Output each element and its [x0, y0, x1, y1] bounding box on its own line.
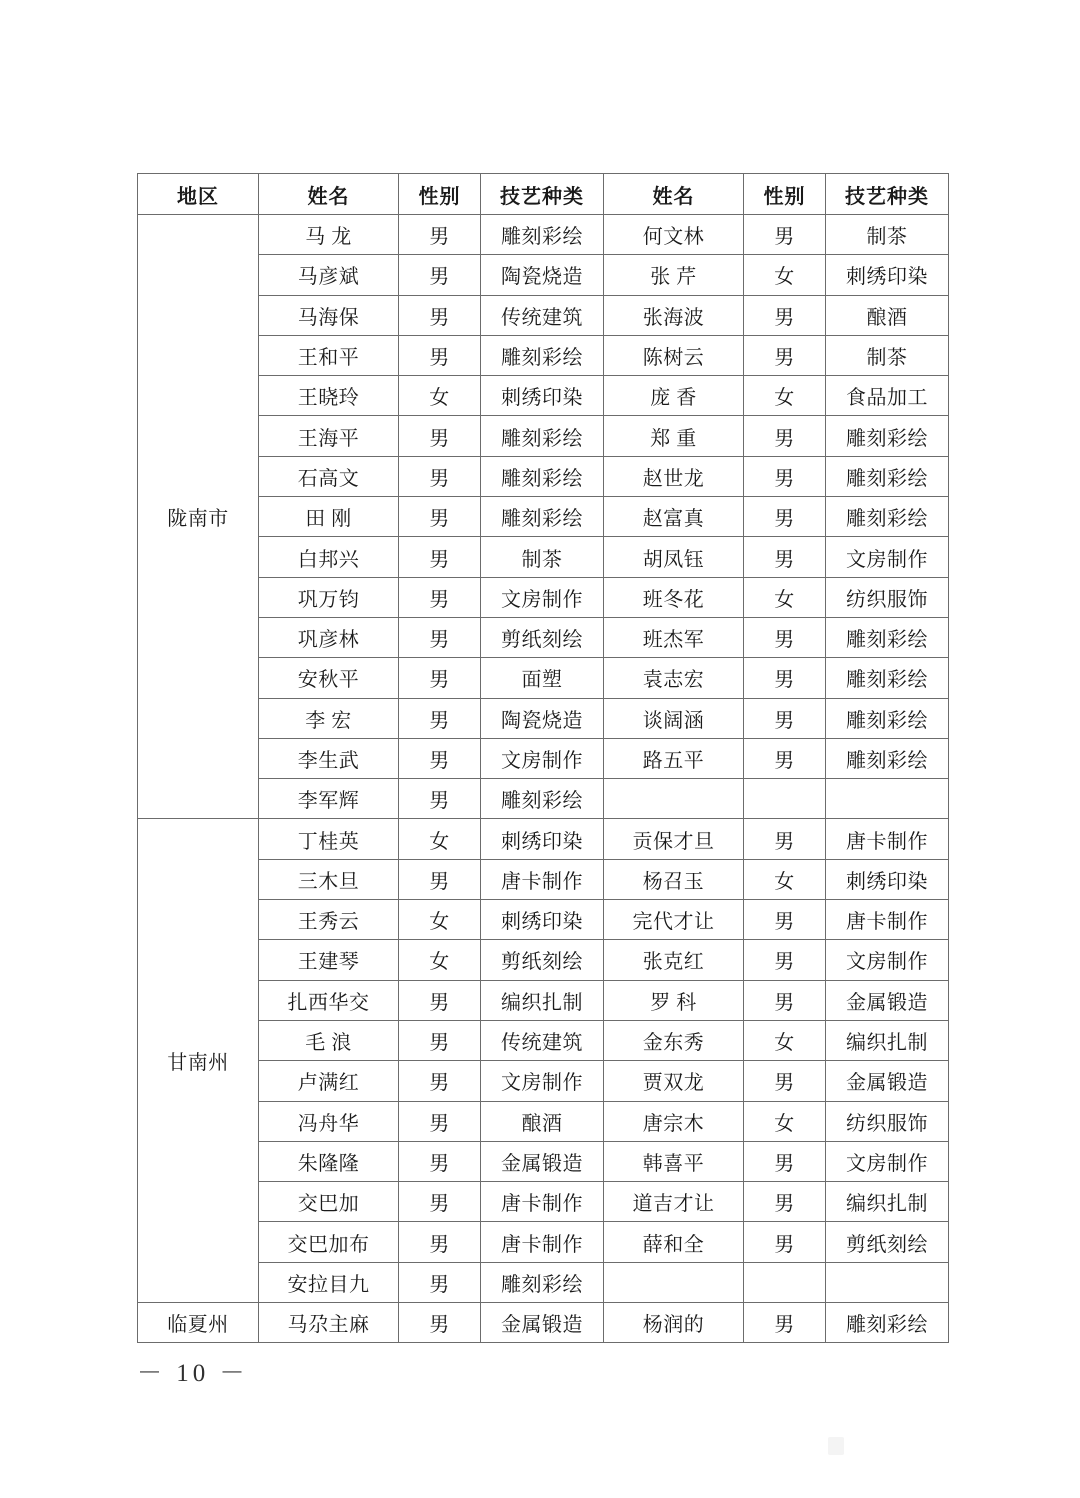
name-cell: 郑 重 [604, 416, 744, 456]
name-cell: 王和平 [259, 335, 399, 375]
name-cell: 白邦兴 [259, 537, 399, 577]
inheritor-roster-table [137, 173, 949, 1343]
name-cell: 杨润的 [604, 1303, 744, 1343]
gender-cell: 男 [399, 456, 481, 496]
craft-cell: 唐卡制作 [481, 1222, 604, 1262]
gender-cell: 男 [744, 215, 826, 255]
craft-cell: 雕刻彩绘 [826, 738, 949, 778]
gender-cell: 女 [399, 819, 481, 859]
gender-cell: 男 [744, 1222, 826, 1262]
gender-cell: 男 [399, 335, 481, 375]
column-header-region: 地区 [138, 174, 259, 215]
table-row [138, 1182, 949, 1222]
name-cell: 杨召玉 [604, 859, 744, 899]
name-cell: 王海平 [259, 416, 399, 456]
gender-cell: 男 [744, 819, 826, 859]
table-row [138, 335, 949, 375]
gender-cell: 男 [744, 416, 826, 456]
name-cell: 金东秀 [604, 1020, 744, 1060]
gender-cell: 女 [399, 940, 481, 980]
craft-cell: 传统建筑 [481, 295, 604, 335]
craft-cell: 编织扎制 [826, 1020, 949, 1060]
table-row [138, 416, 949, 456]
name-cell: 张 芹 [604, 255, 744, 295]
table-body [138, 215, 949, 1343]
craft-cell: 编织扎制 [481, 980, 604, 1020]
name-cell: 王建琴 [259, 940, 399, 980]
gender-cell: 女 [399, 376, 481, 416]
gender-cell: 男 [399, 577, 481, 617]
table-header [138, 174, 949, 215]
name-cell: 道吉才让 [604, 1182, 744, 1222]
craft-cell: 文房制作 [826, 1141, 949, 1181]
gender-cell: 男 [399, 1262, 481, 1302]
gender-cell: 男 [399, 859, 481, 899]
gender-cell: 男 [744, 617, 826, 657]
name-cell: 张克红 [604, 940, 744, 980]
gender-cell: 女 [744, 859, 826, 899]
table-row [138, 255, 949, 295]
name-cell: 薛和全 [604, 1222, 744, 1262]
name-cell: 韩喜平 [604, 1141, 744, 1181]
craft-cell: 刺绣印染 [826, 859, 949, 899]
craft-cell: 刺绣印染 [481, 900, 604, 940]
table-row [138, 376, 949, 416]
craft-cell: 编织扎制 [826, 1182, 949, 1222]
craft-cell: 雕刻彩绘 [826, 658, 949, 698]
craft-cell: 酿酒 [826, 295, 949, 335]
name-cell: 班冬花 [604, 577, 744, 617]
craft-cell: 唐卡制作 [826, 900, 949, 940]
gender-cell: 男 [399, 295, 481, 335]
gender-cell: 女 [744, 1020, 826, 1060]
craft-cell: 雕刻彩绘 [826, 698, 949, 738]
gender-cell: 男 [744, 335, 826, 375]
craft-cell: 雕刻彩绘 [481, 779, 604, 819]
craft-cell: 雕刻彩绘 [826, 1303, 949, 1343]
name-cell: 巩彦林 [259, 617, 399, 657]
gender-cell: 男 [399, 1303, 481, 1343]
name-cell: 罗 科 [604, 980, 744, 1020]
craft-cell: 文房制作 [481, 1061, 604, 1101]
gender-cell: 男 [399, 779, 481, 819]
gender-cell: 男 [744, 900, 826, 940]
name-cell: 毛 浪 [259, 1020, 399, 1060]
table-row [138, 1061, 949, 1101]
table-row [138, 658, 949, 698]
table-row [138, 738, 949, 778]
name-cell: 赵世龙 [604, 456, 744, 496]
gender-cell: 男 [399, 1182, 481, 1222]
craft-cell: 雕刻彩绘 [481, 497, 604, 537]
craft-cell: 金属锻造 [481, 1141, 604, 1181]
gender-cell: 男 [744, 1182, 826, 1222]
gender-cell: 男 [744, 1061, 826, 1101]
gender-cell: 男 [399, 1222, 481, 1262]
craft-cell [826, 1262, 949, 1302]
gender-cell [744, 1262, 826, 1302]
name-cell: 庞 香 [604, 376, 744, 416]
name-cell: 陈树云 [604, 335, 744, 375]
craft-cell: 文房制作 [481, 577, 604, 617]
craft-cell: 纺织服饰 [826, 577, 949, 617]
gender-cell: 男 [399, 738, 481, 778]
name-cell: 贾双龙 [604, 1061, 744, 1101]
table-row [138, 1101, 949, 1141]
craft-cell [826, 779, 949, 819]
craft-cell: 雕刻彩绘 [826, 456, 949, 496]
table-row [138, 577, 949, 617]
table-row [138, 1020, 949, 1060]
craft-cell: 金属锻造 [481, 1303, 604, 1343]
column-header-name-1: 姓名 [259, 174, 399, 215]
craft-cell: 雕刻彩绘 [481, 215, 604, 255]
craft-cell: 制茶 [481, 537, 604, 577]
craft-cell: 雕刻彩绘 [481, 416, 604, 456]
table-row [138, 215, 949, 255]
name-cell: 卢满红 [259, 1061, 399, 1101]
name-cell: 张海波 [604, 295, 744, 335]
gender-cell: 男 [399, 215, 481, 255]
gender-cell: 男 [399, 416, 481, 456]
name-cell: 路五平 [604, 738, 744, 778]
column-header-gender-2: 性别 [744, 174, 826, 215]
name-cell: 王晓玲 [259, 376, 399, 416]
column-header-name-2: 姓名 [604, 174, 744, 215]
gender-cell: 男 [744, 1141, 826, 1181]
name-cell: 扎西华交 [259, 980, 399, 1020]
gender-cell: 女 [744, 1101, 826, 1141]
craft-cell: 食品加工 [826, 376, 949, 416]
gender-cell: 男 [399, 497, 481, 537]
header-row [138, 174, 949, 215]
name-cell: 交巴加布 [259, 1222, 399, 1262]
table-row [138, 1141, 949, 1181]
craft-cell: 刺绣印染 [481, 376, 604, 416]
gender-cell: 男 [399, 255, 481, 295]
craft-cell: 剪纸刻绘 [481, 940, 604, 980]
gender-cell: 男 [399, 698, 481, 738]
craft-cell: 制茶 [826, 335, 949, 375]
gender-cell: 女 [399, 900, 481, 940]
name-cell: 李 宏 [259, 698, 399, 738]
gender-cell: 男 [744, 537, 826, 577]
gender-cell: 男 [744, 980, 826, 1020]
table-row [138, 859, 949, 899]
table-row [138, 1222, 949, 1262]
name-cell: 巩万钧 [259, 577, 399, 617]
table-row [138, 1262, 949, 1302]
name-cell: 袁志宏 [604, 658, 744, 698]
name-cell: 朱隆隆 [259, 1141, 399, 1181]
column-header-craft-1: 技艺种类 [481, 174, 604, 215]
name-cell: 田 刚 [259, 497, 399, 537]
name-cell: 何文林 [604, 215, 744, 255]
gender-cell: 男 [744, 456, 826, 496]
craft-cell: 陶瓷烧造 [481, 698, 604, 738]
craft-cell: 面塑 [481, 658, 604, 698]
craft-cell: 酿酒 [481, 1101, 604, 1141]
craft-cell: 雕刻彩绘 [481, 456, 604, 496]
name-cell: 石高文 [259, 456, 399, 496]
table-row [138, 900, 949, 940]
craft-cell: 金属锻造 [826, 1061, 949, 1101]
column-header-gender-1: 性别 [399, 174, 481, 215]
region-cell: 甘南州 [138, 819, 259, 1303]
name-cell: 安秋平 [259, 658, 399, 698]
gender-cell: 男 [744, 295, 826, 335]
gender-cell: 男 [399, 1020, 481, 1060]
gender-cell: 男 [744, 497, 826, 537]
craft-cell: 纺织服饰 [826, 1101, 949, 1141]
name-cell [604, 1262, 744, 1302]
craft-cell: 雕刻彩绘 [481, 1262, 604, 1302]
craft-cell: 刺绣印染 [826, 255, 949, 295]
gender-cell: 男 [399, 1141, 481, 1181]
gender-cell: 男 [744, 658, 826, 698]
name-cell: 马 龙 [259, 215, 399, 255]
table-row [138, 940, 949, 980]
gender-cell: 男 [744, 1303, 826, 1343]
craft-cell: 制茶 [826, 215, 949, 255]
craft-cell: 雕刻彩绘 [481, 335, 604, 375]
table-row [138, 779, 949, 819]
column-header-craft-2: 技艺种类 [826, 174, 949, 215]
name-cell [604, 779, 744, 819]
craft-cell: 文房制作 [481, 738, 604, 778]
gender-cell: 男 [399, 1101, 481, 1141]
table-row [138, 980, 949, 1020]
gender-cell: 女 [744, 255, 826, 295]
name-cell: 交巴加 [259, 1182, 399, 1222]
craft-cell: 唐卡制作 [481, 859, 604, 899]
name-cell: 丁桂英 [259, 819, 399, 859]
gender-cell: 男 [744, 940, 826, 980]
craft-cell: 传统建筑 [481, 1020, 604, 1060]
name-cell: 三木旦 [259, 859, 399, 899]
gender-cell [744, 779, 826, 819]
name-cell: 胡凤钰 [604, 537, 744, 577]
gender-cell: 男 [399, 658, 481, 698]
craft-cell: 刺绣印染 [481, 819, 604, 859]
craft-cell: 文房制作 [826, 940, 949, 980]
craft-cell: 雕刻彩绘 [826, 497, 949, 537]
table-row [138, 537, 949, 577]
craft-cell: 剪纸刻绘 [826, 1222, 949, 1262]
craft-cell: 雕刻彩绘 [826, 416, 949, 456]
gender-cell: 男 [399, 980, 481, 1020]
name-cell: 完代才让 [604, 900, 744, 940]
gender-cell: 女 [744, 376, 826, 416]
page-number: － 10 － [137, 1360, 249, 1387]
craft-cell: 雕刻彩绘 [826, 617, 949, 657]
craft-cell: 唐卡制作 [826, 819, 949, 859]
name-cell: 马海保 [259, 295, 399, 335]
table-row [138, 819, 949, 859]
name-cell: 安拉目九 [259, 1262, 399, 1302]
name-cell: 冯舟华 [259, 1101, 399, 1141]
name-cell: 班杰军 [604, 617, 744, 657]
scan-artifact [828, 1437, 844, 1455]
gender-cell: 男 [399, 1061, 481, 1101]
name-cell: 谈阔涵 [604, 698, 744, 738]
craft-cell: 金属锻造 [826, 980, 949, 1020]
table-row [138, 295, 949, 335]
name-cell: 李军辉 [259, 779, 399, 819]
name-cell: 赵富真 [604, 497, 744, 537]
gender-cell: 男 [744, 738, 826, 778]
table-row [138, 456, 949, 496]
craft-cell: 唐卡制作 [481, 1182, 604, 1222]
gender-cell: 男 [399, 617, 481, 657]
table-row [138, 617, 949, 657]
region-cell: 临夏州 [138, 1303, 259, 1343]
craft-cell: 陶瓷烧造 [481, 255, 604, 295]
gender-cell: 女 [744, 577, 826, 617]
name-cell: 马尕主麻 [259, 1303, 399, 1343]
table-row [138, 1303, 949, 1343]
name-cell: 王秀云 [259, 900, 399, 940]
gender-cell: 男 [744, 698, 826, 738]
name-cell: 贡保才旦 [604, 819, 744, 859]
table-row [138, 698, 949, 738]
craft-cell: 剪纸刻绘 [481, 617, 604, 657]
gender-cell: 男 [399, 537, 481, 577]
name-cell: 李生武 [259, 738, 399, 778]
name-cell: 马彦斌 [259, 255, 399, 295]
region-cell: 陇南市 [138, 215, 259, 819]
craft-cell: 文房制作 [826, 537, 949, 577]
name-cell: 唐宗木 [604, 1101, 744, 1141]
table-row [138, 497, 949, 537]
